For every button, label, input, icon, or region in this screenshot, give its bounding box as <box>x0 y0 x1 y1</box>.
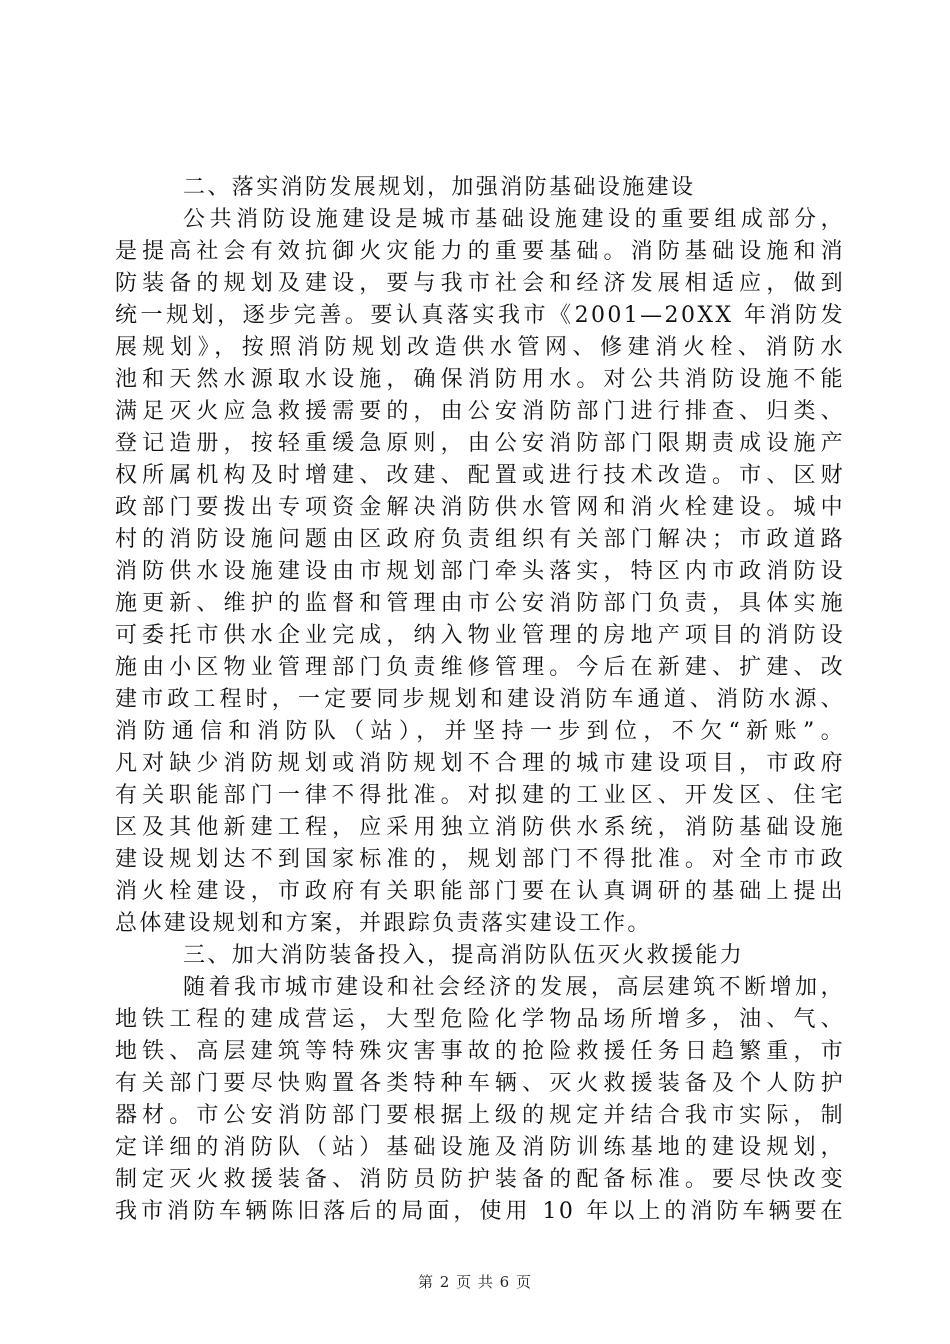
text-line: 政部门要拨出专项资金解决消防供水管网和消火栓建设。城中 <box>115 495 845 520</box>
text-line: 随着我市城市建设和社会经济的发展，高层建筑不断增加， <box>183 975 845 1000</box>
text-line: 制定灭火救援装备、消防员防护装备的配备标准。要尽快改变 <box>115 1167 845 1192</box>
text-line: 施由小区物业管理部门负责维修管理。今后在新建、扩建、改 <box>115 655 845 680</box>
text-line: 满足灭火应急救援需要的，由公安消防部门进行排查、归类、 <box>115 399 845 424</box>
text-line: 展规划》，按照消防规划改造供水管网、修建消火栓、消防水 <box>115 335 845 360</box>
text-line: 区及其他新建工程，应采用独立消防供水系统，消防基础设施 <box>115 815 845 840</box>
text-line: 村的消防设施问题由区政府负责组织有关部门解决；市政道路 <box>115 527 845 552</box>
text-line: 有关职能部门一律不得批准。对拟建的工业区、开发区、住宅 <box>115 783 845 808</box>
page-footer: 第 2 页 共 6 页 <box>418 1273 532 1291</box>
text-line: 我市消防车辆陈旧落后的局面，使用 10 年以上的消防车辆要在 <box>115 1199 845 1224</box>
text-line: 二、落实消防发展规划，加强消防基础设施建设 <box>183 175 696 200</box>
text-line: 凡对缺少消防规划或消防规划不合理的城市建设项目，市政府 <box>115 751 845 776</box>
text-line: 公共消防设施建设是城市基础设施建设的重要组成部分， <box>183 207 845 232</box>
text-line: 施更新、维护的监督和管理由市公安消防部门负责，具体实施 <box>115 591 845 616</box>
text-line: 消防供水设施建设由市规划部门牵头落实，特区内市政消防设 <box>115 559 845 584</box>
text-line: 消防通信和消防队（站），并坚持一步到位，不欠“新账”。 <box>115 719 845 744</box>
text-line: 器材。市公安消防部门要根据上级的规定并结合我市实际，制 <box>115 1103 845 1128</box>
text-line: 是提高社会有效抗御火灾能力的重要基础。消防基础设施和消 <box>115 239 845 264</box>
text-line: 可委托市供水企业完成，纳入物业管理的房地产项目的消防设 <box>115 623 845 648</box>
text-line: 定详细的消防队（站）基础设施及消防训练基地的建设规划， <box>115 1135 845 1160</box>
text-line: 地铁、高层建筑等特殊灾害事故的抢险救援任务日趋繁重，市 <box>115 1039 845 1064</box>
text-line: 权所属机构及时增建、改建、配置或进行技术改造。市、区财 <box>115 463 845 488</box>
document-body <box>115 172 845 1228</box>
text-line: 三、加大消防装备投入，提高消防队伍灭火救援能力 <box>183 943 745 968</box>
text-line: 建市政工程时，一定要同步规划和建设消防车通道、消防水源、 <box>115 687 845 712</box>
text-line: 登记造册，按轻重缓急原则，由公安消防部门限期责成设施产 <box>115 431 845 456</box>
text-line: 建设规划达不到国家标准的，规划部门不得批准。对全市市政 <box>115 847 845 872</box>
text-line: 防装备的规划及建设，要与我市社会和经济发展相适应，做到 <box>115 271 845 296</box>
text-line: 地铁工程的建成营运，大型危险化学物品场所增多，油、气、 <box>115 1007 845 1032</box>
text-line: 消火栓建设，市政府有关职能部门要在认真调研的基础上提出 <box>115 879 845 904</box>
text-line: 池和天然水源取水设施，确保消防用水。对公共消防设施不能 <box>115 367 845 392</box>
text-line: 总体建设规划和方案，并跟踪负责落实建设工作。 <box>115 911 652 936</box>
text-line: 统一规划，逐步完善。要认真落实我市《2001—20XX 年消防发 <box>115 303 845 328</box>
text-line: 有关部门要尽快购置各类特种车辆、灭火救援装备及个人防护 <box>115 1071 845 1096</box>
